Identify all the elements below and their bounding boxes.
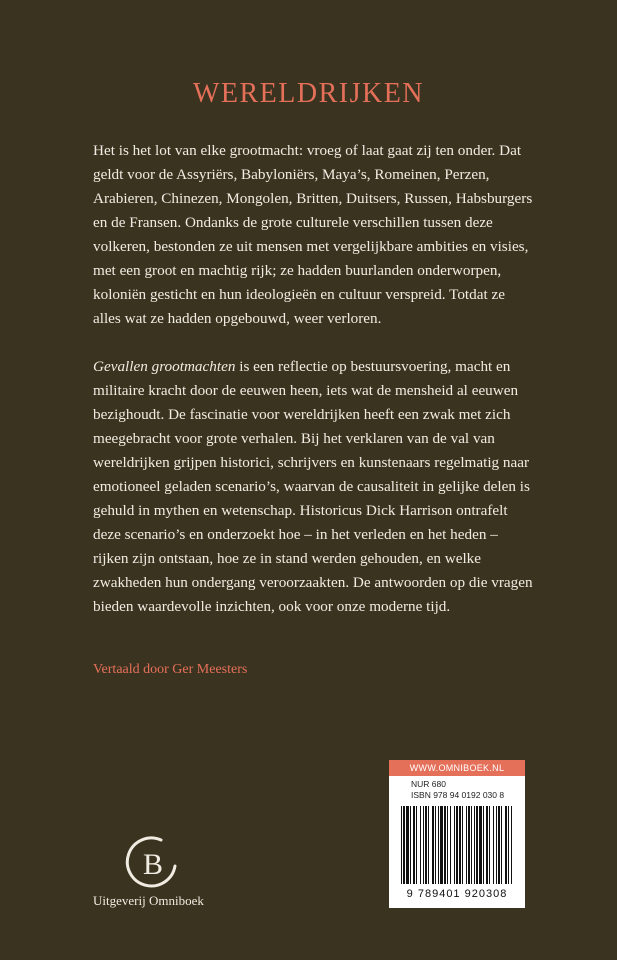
translator-credit: Vertaald door Ger Meesters	[93, 662, 248, 677]
barcode-panel	[389, 760, 525, 908]
blurb	[93, 139, 533, 619]
book-subtitle-reference: Gevallen grootmachten	[93, 358, 236, 375]
logo-letter: B	[142, 848, 164, 881]
publisher-url: WWW.OMNIBOEK.NL	[389, 760, 525, 776]
isbn-number: ISBN 978 94 0192 030 8	[411, 790, 505, 800]
book-title: WERELDRIJKEN	[192, 78, 425, 109]
blurb-paragraph-1: Het is het lot van elke grootmacht: vroeg of laat gaat zij ten onder. Dat geldt voor de Assyriërs, Babyloniërs, Maya’s, Romeinen, Perzen, Arabieren, Chinezen, Mongolen, Britten, Duitsers, Russen, Habsburgers en de Fransen. Ondanks de grote culturele verschillen tussen deze volkeren, bestonden ze uit mensen met vergelijkbare ambities en visies, met een groot en machtig rijk; ze hadden buurlanden onderworpen, koloniën gesticht en hun ideologieën en cultuur verspreid. Totdat ze alles wat ze hadden opgebouwd, weer verloren.	[93, 142, 533, 327]
blurb-paragraph-2	[93, 355, 533, 619]
barcode-icon	[399, 806, 515, 886]
blurb-paragraph-2-text: is een reflectie op bestuursvoering, macht en militaire kracht door de eeuwen heen, iets wat de mensheid al eeuwen bezighoudt. De fascinatie voor wereldrijken heeft een zwak met zich meegebracht voor grote verhalen. Bij het verklaren van de val van wereldrijken grijpen historici, schrijvers en kunstenaars regelmatig naar emotioneel geladen scenario’s, waarvan de causaliteit in gelijke delen is gehuld in mythen en wetenschap. Historicus Dick Harrison ontrafelt deze scenario’s en onderzoekt hoe – in het verleden en het heden – rijken zijn ontstaan, hoe ze in stand werden gehouden, en welke zwakheden hun ondergang veroorzaakten. De antwoorden op die vragen bieden waardevolle inzichten, ook voor onze moderne tijd.	[93, 358, 533, 615]
barcode-digits: 9 789401 920308	[406, 888, 508, 900]
publisher-name: Uitgeverij Omniboek	[93, 893, 204, 908]
omniboek-logo-icon	[123, 832, 183, 892]
nur-code: NUR 680	[411, 779, 446, 789]
publisher-logo	[93, 832, 223, 892]
